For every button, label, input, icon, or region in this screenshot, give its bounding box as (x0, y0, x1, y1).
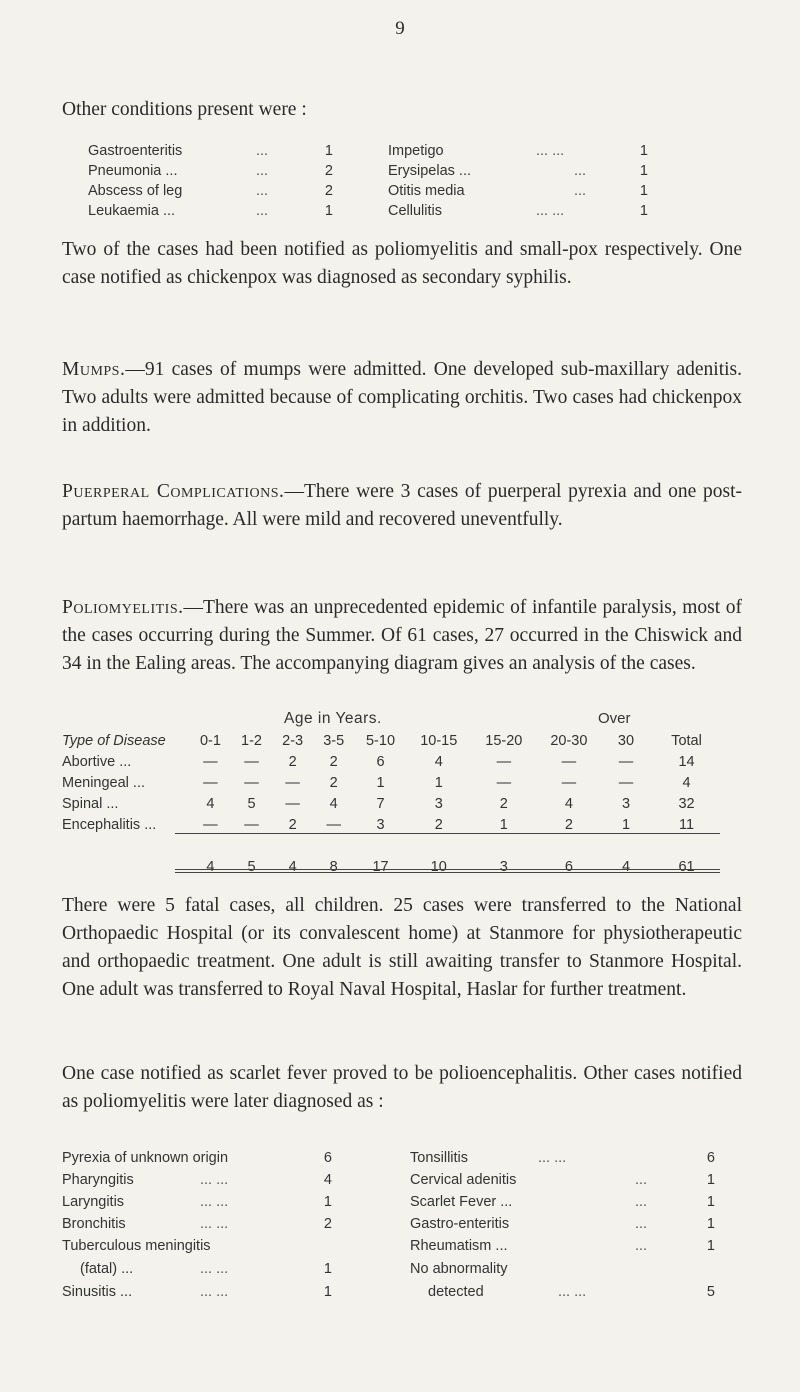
row-label: Spinal ... (62, 795, 119, 812)
list-item: Tonsillitis ... ... 6 (410, 1150, 715, 1166)
table-cell: 6 (376, 753, 385, 770)
table-rule-top (175, 833, 720, 834)
table-rule-bottom-double (175, 872, 720, 873)
table-row (62, 814, 722, 835)
table-cell: 4 (329, 795, 338, 812)
table-cell: 1 (434, 774, 443, 791)
list-item: Tuberculous meningitis (62, 1238, 211, 1254)
column-header: 3-5 (323, 732, 345, 749)
intro-text: Other conditions present were : (62, 99, 307, 120)
column-header: 10-15 (420, 732, 458, 749)
table-cell: — (203, 753, 218, 770)
table-cell: 3 (621, 795, 631, 812)
table-row (62, 751, 722, 772)
list-item: Cellulitis ... ... 1 (388, 203, 648, 219)
over-header: Over (598, 710, 631, 727)
table-cell: 7 (376, 795, 385, 812)
list-item: detected ... ... 5 (428, 1284, 715, 1300)
fatal-paragraph: There were 5 fatal cases, all children. 25 cases were transferred to the National Orthopaedic Hospital (or its convalescent home) at Stanmore for physiotherapeutic and orthopaedic treatment. One adult is still awaiting transfer to Stanmore Hospital. One adult was transferred to Royal Naval Hospital, Haslar for further treatment. (62, 895, 742, 1000)
page-number: 9 (395, 18, 405, 39)
table-cell: 4 (206, 795, 215, 812)
table-cell: — (203, 816, 218, 833)
table-cell: 1 (499, 816, 508, 833)
table-cell: 1 (376, 774, 385, 791)
mumps-text: —91 cases of mumps were admitted. One developed sub-maxillary adenitis. Two adults were admitted because of complicating orchitis. Two cases had chickenpox in addition. (62, 359, 742, 436)
column-header: Total (671, 732, 702, 749)
list-item: Bronchitis ... ... 2 (62, 1216, 332, 1232)
column-header: 2-3 (282, 732, 304, 749)
table-cell: 2 (329, 774, 338, 791)
table-cell: 3 (434, 795, 443, 812)
total-cell: 61 (678, 858, 695, 875)
table-row (62, 772, 722, 793)
list-item: Cervical adenitis ... 1 (410, 1172, 715, 1188)
list-item: Rheumatism ... ... 1 (410, 1238, 715, 1254)
total-cell: 4 (206, 858, 215, 875)
column-header: 0-1 (199, 732, 221, 749)
table-cell: 4 (564, 795, 573, 812)
list-item: Scarlet Fever ... ... 1 (410, 1194, 715, 1210)
mumps-paragraph (62, 356, 742, 440)
age-header: Age in Years. (284, 710, 382, 727)
table-cell: — (326, 816, 341, 833)
list-item: Leukaemia ... ... 1 (88, 203, 333, 219)
table-cell: 2 (288, 753, 297, 770)
column-header: 5-10 (365, 732, 396, 749)
table-rule-bottom (175, 869, 720, 870)
list-item: Erysipelas ... ... 1 (388, 163, 648, 179)
table-cell: 2 (564, 816, 573, 833)
puerperal-text: —There were 3 cases of puerperal pyrexia and one post-partum haemorrhage. All were mild and recovered uneventfully. (62, 481, 742, 530)
total-cell: 8 (329, 858, 338, 875)
list-item: Gastro-enteritis ... 1 (410, 1216, 715, 1232)
list-item: (fatal) ... ... ... 1 (80, 1261, 332, 1277)
table-cell: 2 (329, 753, 338, 770)
polio-paragraph (62, 594, 742, 678)
total-cell: 4 (621, 858, 631, 875)
table-cell: 11 (679, 816, 695, 833)
table-cell: 2 (499, 795, 508, 812)
poliomyelitis-table (62, 730, 722, 877)
row-label: Encephalitis ... (62, 816, 157, 833)
table-cell: 14 (678, 753, 695, 770)
total-cell: 3 (499, 858, 508, 875)
notified-paragraph: Two of the cases had been notified as poliomyelitis and small-pox respectively. One case notified as chickenpox was diagnosed as secondary syphilis. (62, 239, 742, 288)
list-item: Laryngitis ... ... 1 (62, 1194, 332, 1210)
table-cell: — (618, 753, 634, 770)
list-item: Pneumonia ... ... 2 (88, 163, 333, 179)
table-cell: 3 (376, 816, 385, 833)
column-header: 15-20 (485, 732, 523, 749)
mumps-heading: Mumps. (62, 359, 126, 380)
table-cell: 5 (247, 795, 256, 812)
table-header-row (62, 730, 722, 751)
table-cell: — (244, 816, 259, 833)
list-item: Pharyngitis ... ... 4 (62, 1172, 332, 1188)
table-cell: 2 (434, 816, 443, 833)
polio-text: —There was an unprecedented epidemic of infantile paralysis, most of the cases occurring during the Summer. Of 61 cases, 27 occurred in the Chiswick and 34 in the Ealing areas. The accompanying diagram gives an analysis of the cases. (62, 597, 742, 674)
table-cell: — (618, 774, 634, 791)
column-header: 20-30 (550, 732, 588, 749)
table-cell: — (244, 753, 259, 770)
table-cell: — (285, 774, 300, 791)
table-cell: 2 (288, 816, 297, 833)
table-cell: 32 (678, 795, 695, 812)
table-cell: 4 (682, 774, 691, 791)
puerperal-paragraph (62, 478, 742, 534)
table-cell: 1 (621, 816, 631, 833)
table-cell: — (203, 774, 218, 791)
table-cell: — (244, 774, 259, 791)
list-item: No abnormality (410, 1261, 508, 1277)
polio-heading: Poliomyelitis. (62, 597, 184, 618)
column-header: 1-2 (241, 732, 262, 749)
table-cell: — (496, 774, 512, 791)
table-total-row (62, 856, 722, 877)
table-cell: — (285, 795, 300, 812)
total-cell: 17 (372, 858, 389, 875)
table-cell: — (496, 753, 512, 770)
row-label: Meningeal ... (62, 774, 146, 791)
total-cell: 10 (430, 858, 447, 875)
list-item: Gastroenteritis ... 1 (88, 143, 333, 159)
column-header: 30 (617, 732, 635, 749)
scarlet-paragraph: One case notified as scarlet fever proved to be polioencephalitis. Other cases notified as poliomyelitis were later diagnosed as : (62, 1063, 742, 1112)
table-row (62, 793, 722, 814)
total-cell: 4 (288, 858, 297, 875)
type-header: Type of Disease (62, 732, 166, 749)
list-item: Abscess of leg ... 2 (88, 183, 333, 199)
table-cell: — (561, 753, 577, 770)
table-cell: 4 (434, 753, 443, 770)
total-cell: 5 (247, 858, 256, 875)
total-cell: 6 (564, 858, 573, 875)
list-item: Sinusitis ... ... ... 1 (62, 1284, 332, 1300)
row-label: Abortive ... (62, 753, 132, 770)
table-cell: — (561, 774, 577, 791)
list-item: Pyrexia of unknown origin 6 (62, 1150, 332, 1166)
puerperal-heading: Puerperal Complications. (62, 481, 285, 502)
list-item: Otitis media ... 1 (388, 183, 648, 199)
list-item: Impetigo ... ... 1 (388, 143, 648, 159)
